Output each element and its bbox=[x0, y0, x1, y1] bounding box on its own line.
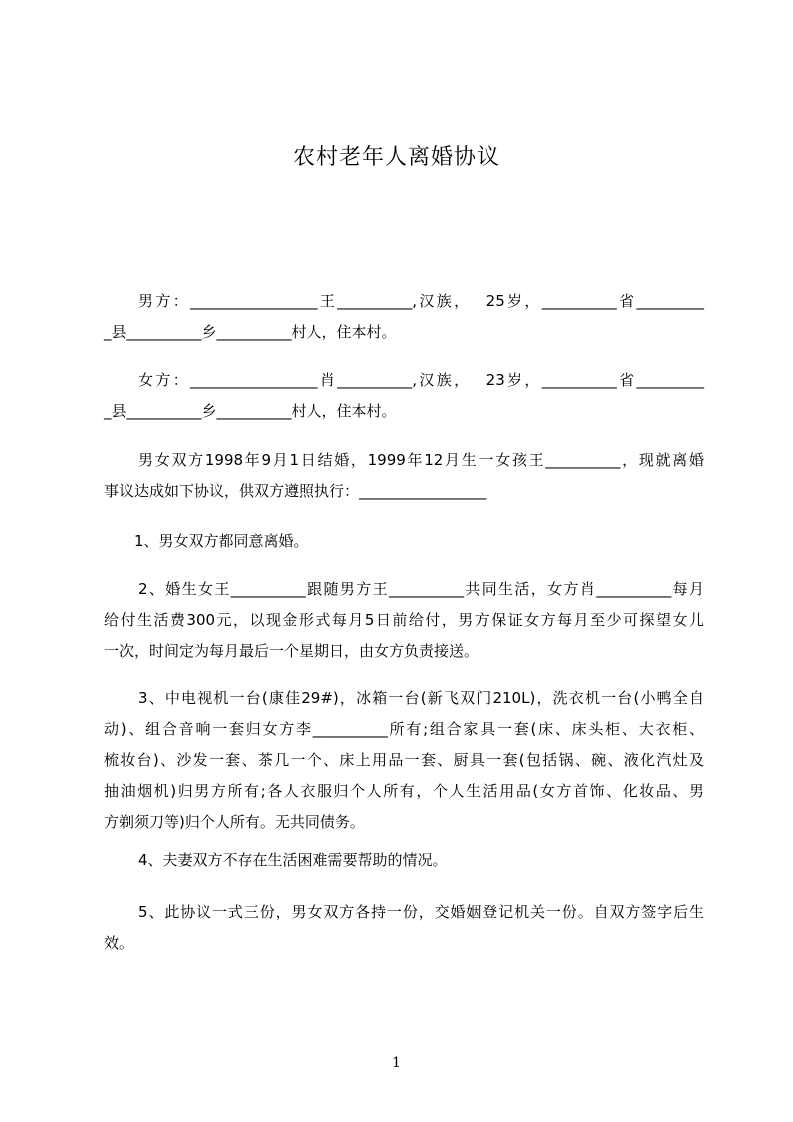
male-party-paragraph bbox=[104, 286, 704, 348]
clause-5-paragraph bbox=[104, 897, 704, 959]
clause-3-line-3: 梳妆台)、沙发一套、茶几一个、床上用品一套、厨具一套(包括锅、碗、液化汽灶及 bbox=[104, 751, 704, 769]
clause-2-paragraph bbox=[104, 574, 704, 667]
page-number: 1 bbox=[392, 1055, 401, 1071]
female-party-paragraph bbox=[104, 365, 704, 427]
clause-1-paragraph bbox=[104, 526, 704, 557]
clause-2-line-3: 一次，时间定为每月最后一个星期日，由女方负责接送。 bbox=[104, 642, 480, 660]
intro-paragraph bbox=[104, 445, 704, 507]
clause-3-line-4: 抽油烟机)归男方所有;各人衣服归个人所有，个人生活用品(女方首饰、化妆品、男 bbox=[104, 782, 704, 800]
clause-2-line-2: 给付生活费300元，以现金形式每月5日前给付，男方保证女方每月至少可探望女儿 bbox=[104, 611, 704, 629]
clause-4-line-1: 4、夫妻双方不存在生活困难需要帮助的情况。 bbox=[138, 851, 448, 869]
clause-3-line-2: 动)、组合音响一套归女方李__________所有;组合家具一套(床、床头柜、大衣柜、 bbox=[104, 720, 704, 738]
document-title: 农村老年人离婚协议 bbox=[292, 145, 500, 170]
clause-5-line-2: 效。 bbox=[104, 934, 135, 952]
clause-4-paragraph bbox=[104, 845, 704, 876]
male-party-line-1: 男方：_________________王__________,汉族， 25岁，__________省_________ bbox=[138, 292, 704, 310]
female-party-line-1: 女方：_________________肖__________,汉族， 23岁，__________省_________ bbox=[138, 371, 704, 389]
intro-line-1: 男女双方1998年9月1日结婚，1999年12月生一女孩王__________，现就离婚 bbox=[138, 451, 704, 469]
clause-3-line-1: 3、中电视机一台(康佳29#)，冰箱一台(新飞双门210L)，洗衣机一台(小鸭全自 bbox=[138, 689, 704, 707]
intro-line-2: 事议达成如下协议，供双方遵照执行：_________________ bbox=[104, 482, 487, 500]
clause-5-line-1: 5、此协议一式三份，男女双方各持一份，交婚姻登记机关一份。自双方签字后生 bbox=[138, 903, 704, 921]
female-party-line-2: _县__________乡__________村人，住本村。 bbox=[104, 402, 397, 420]
clause-3-line-5: 方剃须刀等)归个人所有。无共同债务。 bbox=[104, 813, 365, 831]
male-party-line-2: _县__________乡__________村人，住本村。 bbox=[104, 323, 397, 341]
clause-2-line-1: 2、婚生女王__________跟随男方王__________共同生活，女方肖__________每月 bbox=[138, 580, 704, 598]
clause-3-paragraph bbox=[104, 683, 704, 838]
clause-1-line-1: 1、男女双方都同意离婚。 bbox=[134, 532, 309, 550]
